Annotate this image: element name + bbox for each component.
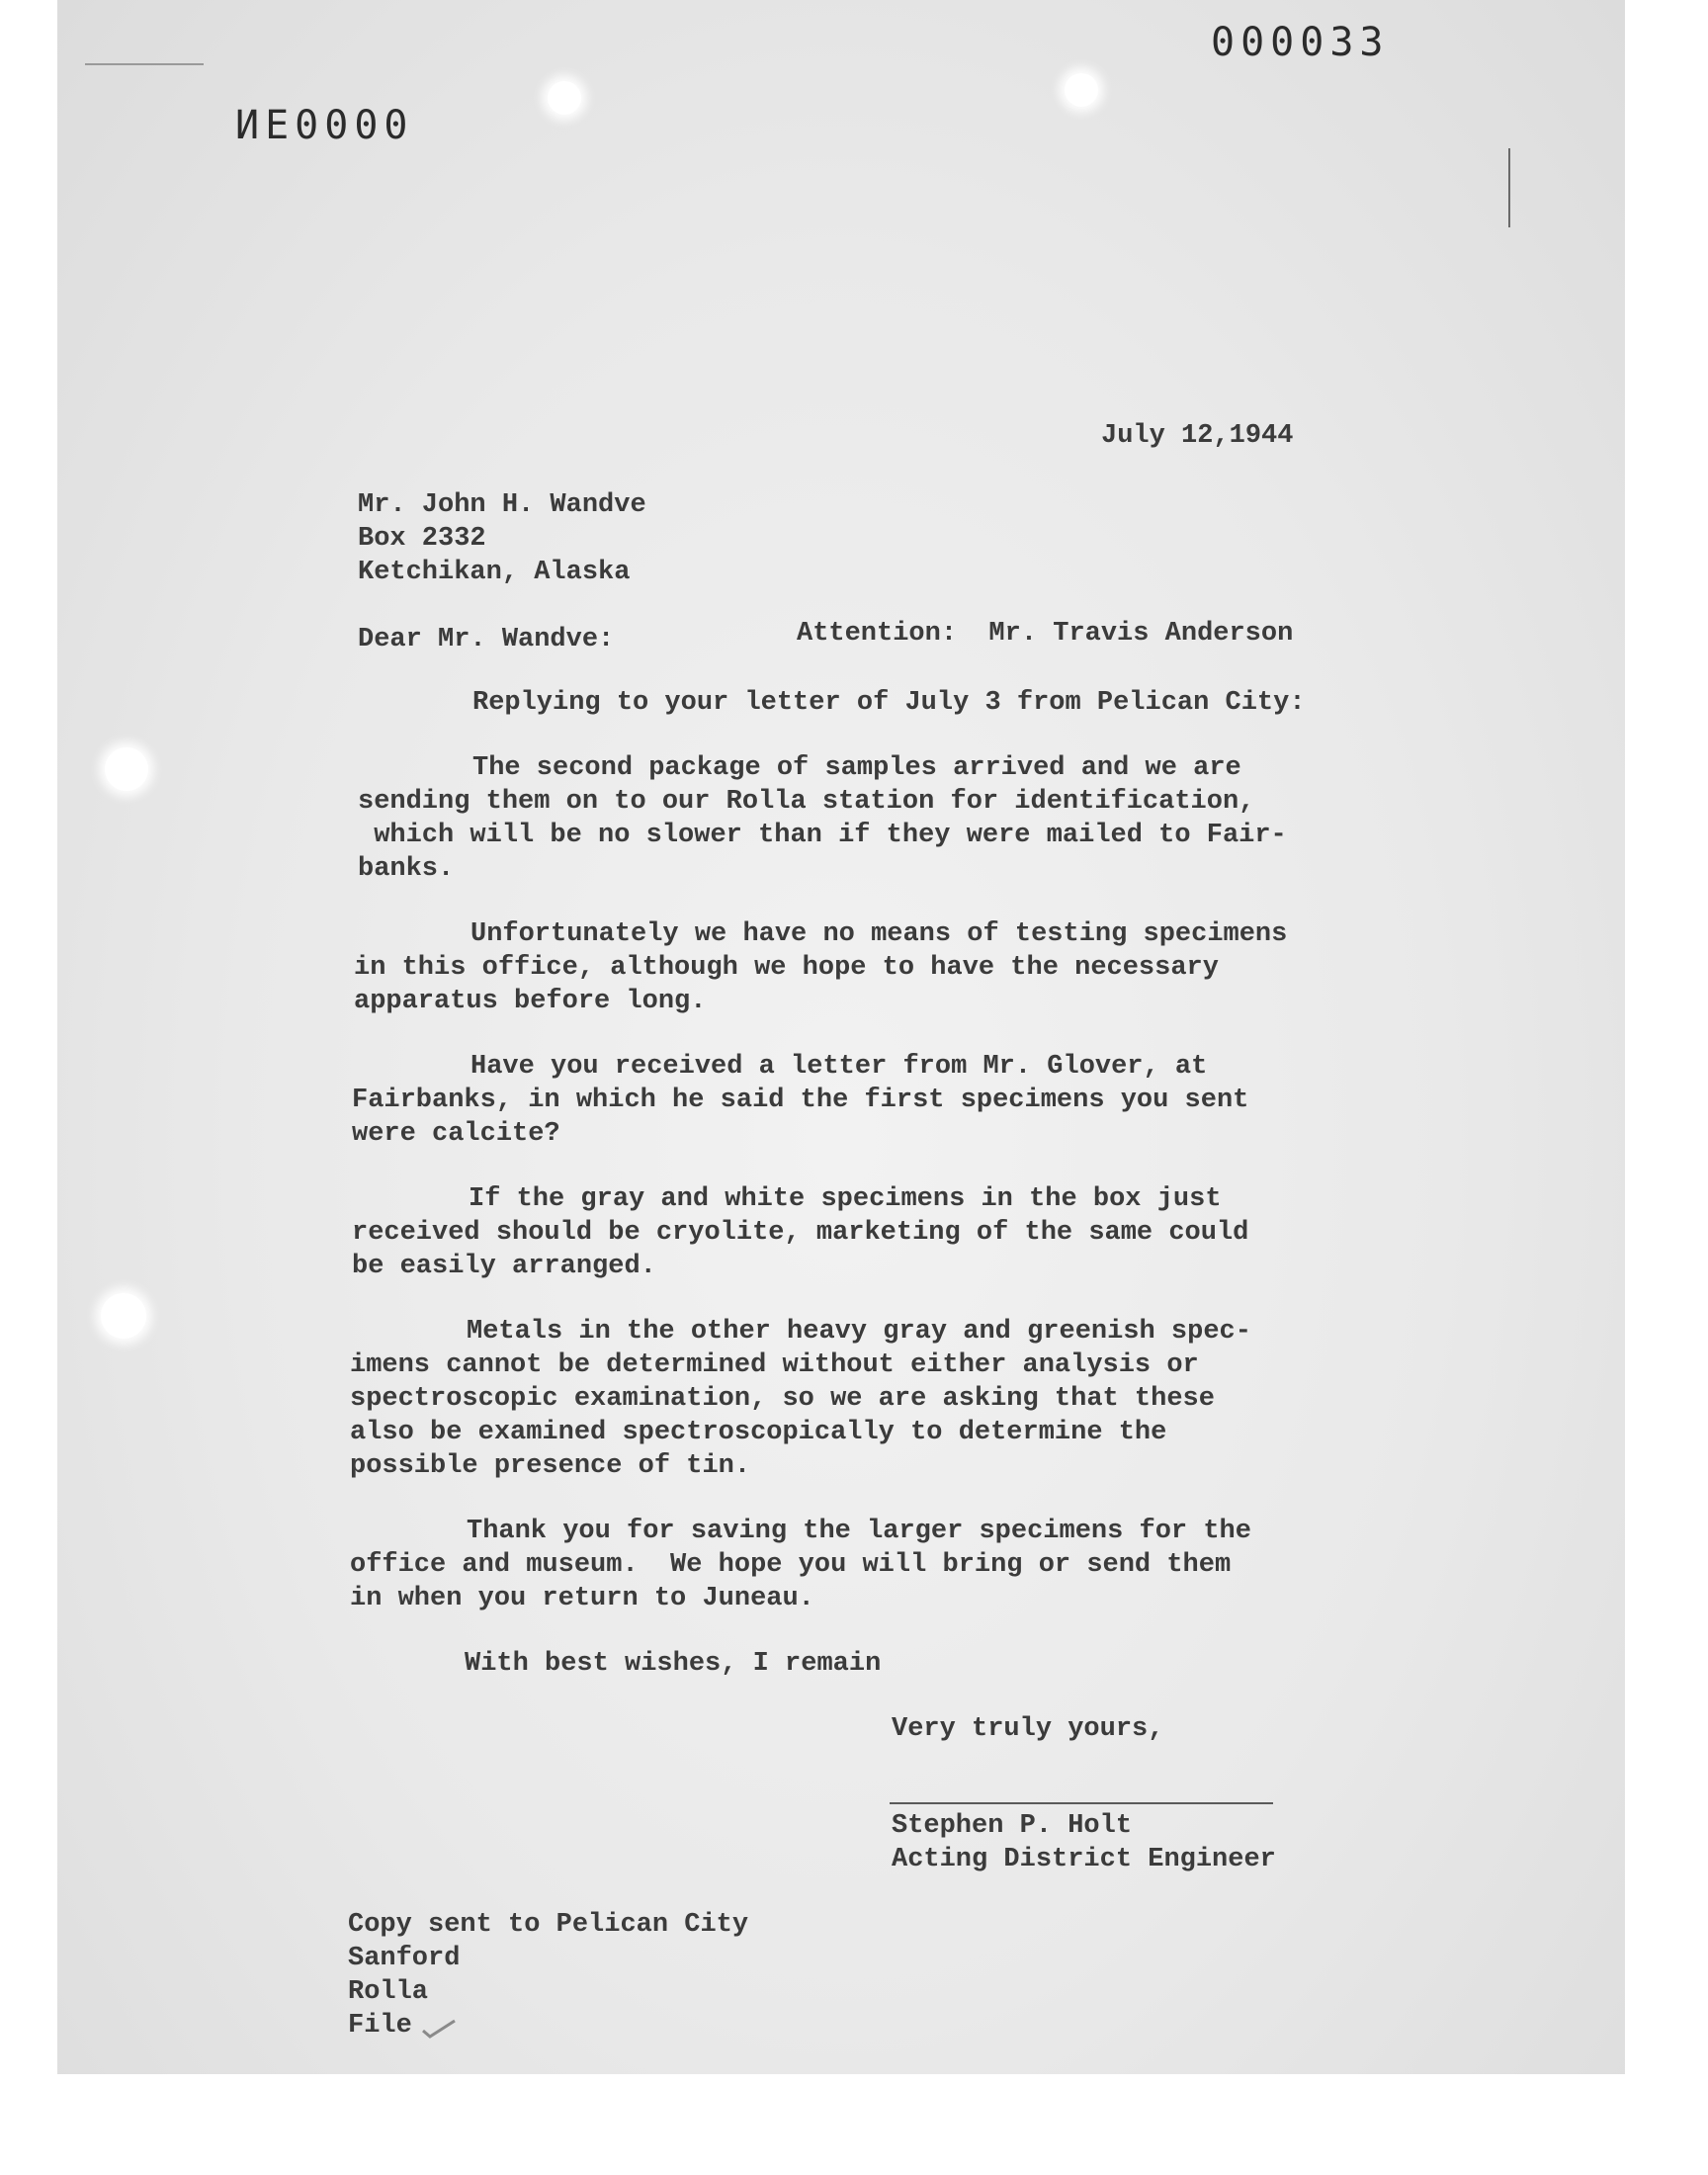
paragraph-line: Unfortunately we have no means of testing specimens [470,919,1288,949]
copy-line: File [348,2011,412,2041]
punch-hole [1065,73,1098,107]
paragraph-line: spectroscopic examination, so we are asking that these [350,1384,1215,1414]
edge-mark [85,63,204,65]
punch-hole [105,747,148,791]
document-number-stamp: 000033 [1211,20,1390,65]
paragraph-line: in this office, although we hope to have the necessary [354,953,1219,983]
edge-mark [1508,148,1510,227]
copy-line: Sanford [348,1944,461,1973]
paragraph-line: The second package of samples arrived and we are [472,753,1241,783]
paragraph-line: apparatus before long. [354,987,707,1016]
signer-title: Acting District Engineer [892,1845,1276,1874]
paragraph-line: possible presence of tin. [350,1451,751,1481]
paragraph-line: If the gray and white specimens in the box just [469,1184,1222,1214]
punch-hole [101,1293,146,1339]
paragraph-line: Fairbanks, in which he said the first specimens you sent [352,1086,1249,1115]
file-number-stamp: ИE0000 [235,103,414,148]
copy-line: Rolla [348,1977,429,2007]
paragraph-line: banks. [358,854,455,884]
paragraph-line: also be examined spectroscopically to determine the [350,1418,1167,1447]
closing: Very truly yours, [892,1714,1164,1744]
punch-hole [548,81,581,115]
paragraph-line: With best wishes, I remain [465,1649,882,1679]
address-line: Mr. John H. Wandve [358,490,646,520]
paragraph-line: imens cannot be determined without either analysis or [350,1350,1199,1380]
paragraph-line: Thank you for saving the larger specimens for the [467,1517,1251,1546]
paragraph-line: received should be cryolite, marketing of the same could [352,1218,1249,1248]
copy-line: Copy sent to Pelican City [348,1910,749,1940]
paragraph-line: Replying to your letter of July 3 from Pelican City: [472,688,1306,718]
address-line: Ketchikan, Alaska [358,558,631,587]
paragraph-line: office and museum. We hope you will bring or send them [350,1550,1232,1580]
signature-line [890,1802,1273,1804]
checkmark-icon [421,2017,457,2041]
letter-date: July 12,1944 [1101,421,1294,451]
letter-page [57,0,1625,2074]
signer-name: Stephen P. Holt [892,1811,1133,1841]
paragraph-line: Have you received a letter from Mr. Glover, at [470,1052,1208,1082]
address-line: Box 2332 [358,524,486,554]
salutation: Dear Mr. Wandve: [358,625,615,654]
paragraph-line: be easily arranged. [352,1252,656,1281]
paragraph-line: which will be no slower than if they were mailed to Fair- [358,821,1287,850]
paragraph-line: in when you return to Juneau. [350,1584,814,1613]
attention-line: Attention: Mr. Travis Anderson [797,619,1294,649]
paragraph-line: sending them on to our Rolla station for identification, [358,787,1255,817]
paragraph-line: Metals in the other heavy gray and greenish spec- [467,1317,1251,1347]
paragraph-line: were calcite? [352,1119,560,1149]
